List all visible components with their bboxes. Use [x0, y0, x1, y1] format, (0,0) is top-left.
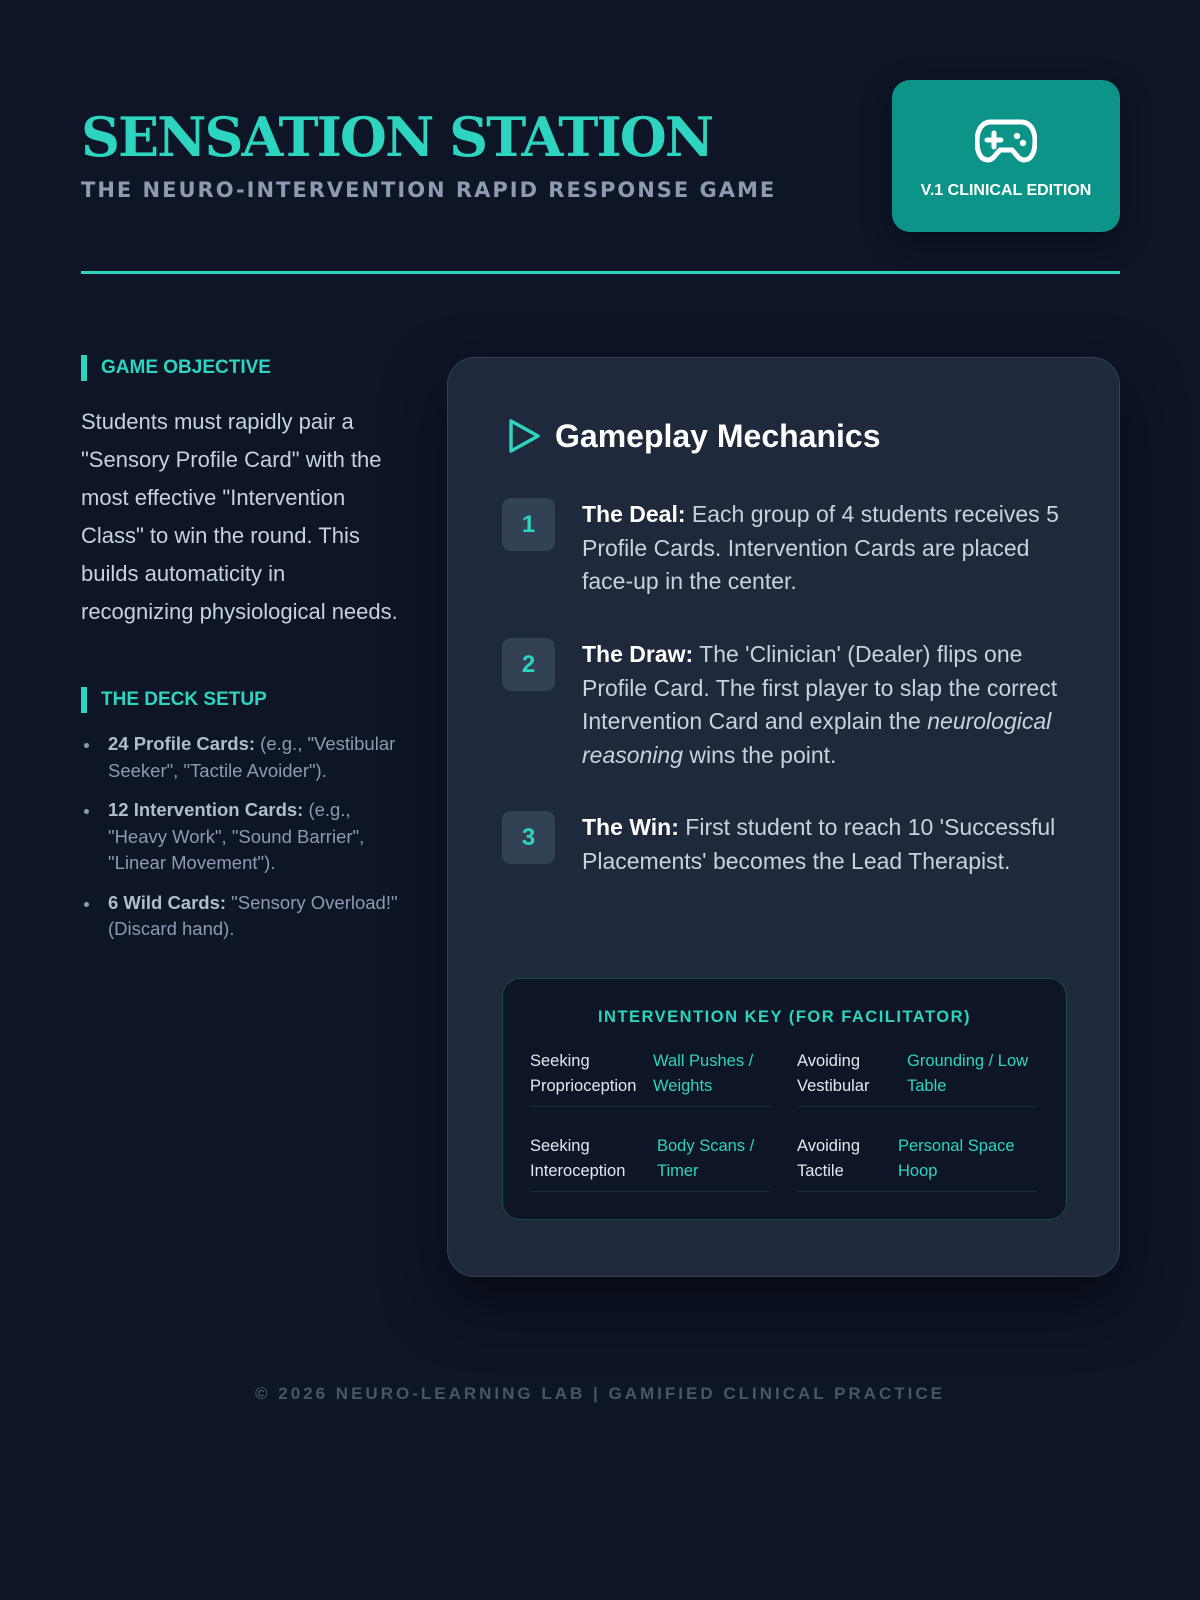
- edition-badge: [892, 80, 1120, 232]
- step-description: The 'Clinician' (Dealer) flips one Profile Card. The first player to slap the correct Intervention Card and explain the: [582, 641, 1058, 734]
- step-text: [582, 638, 1072, 772]
- key-item-label: Seeking Proprioception: [530, 1052, 637, 1095]
- mechanics-title: Gameplay Mechanics: [555, 418, 881, 454]
- header: [81, 80, 1120, 232]
- deck-item-text: (e.g., "Vestibular Seeker", "Tactile Avoider").: [108, 733, 396, 781]
- badge-label: V.1 CLINICAL EDITION: [920, 182, 1092, 199]
- key-item: [530, 1049, 770, 1107]
- step-label: The Deal:: [582, 501, 686, 527]
- intervention-key: [502, 978, 1067, 1220]
- play-icon: [507, 418, 541, 454]
- deck-item: [81, 731, 401, 784]
- gamepad-icon: [975, 116, 1037, 164]
- deck-item-label: 24 Profile Cards:: [108, 733, 256, 754]
- intervention-key-title: INTERVENTION KEY (FOR FACILITATOR): [597, 1008, 972, 1026]
- step-description: First student to reach 10 'Successful Placements' becomes the Lead Therapist.: [582, 814, 1056, 874]
- deck-list: [81, 731, 411, 943]
- footer: © 2026 NEURO-LEARNING LAB | GAMIFIED CLINICAL PRACTICE: [255, 1384, 945, 1403]
- key-item-value: Grounding / Low Table: [907, 1052, 1029, 1095]
- key-item-value: Wall Pushes / Weights: [653, 1052, 754, 1095]
- key-item: [797, 1134, 1037, 1192]
- key-item-value: Body Scans / Timer: [657, 1137, 755, 1180]
- step-text: [582, 811, 1072, 878]
- step-number: 3: [502, 811, 555, 864]
- step-number: 1: [502, 498, 555, 551]
- step-description-end: wins the point.: [683, 741, 837, 768]
- key-item-label: Avoiding Vestibular: [797, 1052, 870, 1095]
- key-item-label: Avoiding Tactile: [797, 1137, 860, 1180]
- key-item: [530, 1134, 770, 1192]
- page-subtitle: THE NEURO-INTERVENTION RAPID RESPONSE GAME: [81, 178, 777, 202]
- step-text: [582, 498, 1072, 599]
- key-item-value: Personal Space Hoop: [898, 1137, 1015, 1180]
- key-item: [797, 1049, 1037, 1107]
- objective-heading: GAME OBJECTIVE: [81, 355, 411, 381]
- key-item-label: Seeking Interoception: [530, 1137, 626, 1180]
- mechanics-card: [447, 357, 1120, 1277]
- step-emphasis: neurological reasoning: [582, 708, 1052, 768]
- page-title: SENSATION STATION: [81, 105, 713, 169]
- deck-item-label: 12 Intervention Cards:: [108, 799, 304, 820]
- step-number: 2: [502, 638, 555, 691]
- deck-heading: THE DECK SETUP: [81, 687, 411, 713]
- deck-item-label: 6 Wild Cards:: [108, 891, 227, 913]
- deck-item-text: "Sensory Overload!" (Discard hand).: [108, 891, 398, 939]
- sidebar: [81, 355, 411, 956]
- step-description: Each group of 4 students receives 5 Profile Cards. Intervention Cards are placed face-up in the center.: [582, 501, 1059, 594]
- deck-item: [81, 797, 401, 877]
- objective-text: Students must rapidly pair a "Sensory Profile Card" with the most effective "Intervention Class" to win the round. This builds automaticity in recognizing physiological needs.: [81, 409, 398, 624]
- step-label: The Win:: [582, 814, 679, 840]
- step-label: The Draw:: [582, 641, 694, 667]
- deck-item-text: (e.g., "Heavy Work", "Sound Barrier", "Linear Movement").: [108, 799, 365, 873]
- deck-item: [81, 890, 401, 943]
- header-divider: [81, 271, 1120, 274]
